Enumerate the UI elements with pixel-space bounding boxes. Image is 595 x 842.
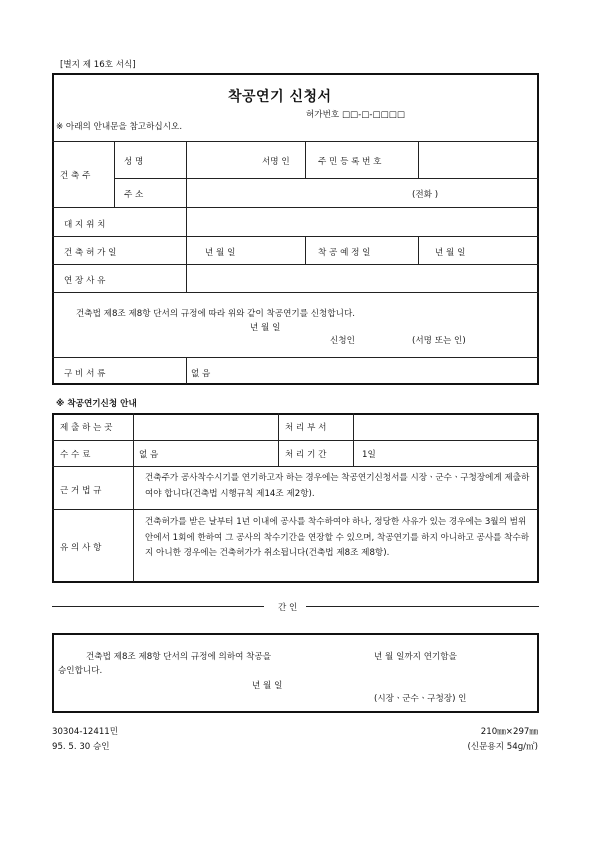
period-value: 1일 [362,450,376,460]
period-label: 처 리 기 간 [285,450,327,460]
footer-paper: (신문용지 54g/㎡) [467,742,538,752]
address-label: 주 소 [124,190,144,200]
box-top [52,73,539,75]
box-right [537,73,539,385]
legal-text: 건축주가 공사착수시기를 연기하고자 하는 경우에는 착공연기신청서를 시장ㆍ군수ㆍ구청장에게 제출하여야 합니다(건축법 시행규칙 제14조 제2항). [145,473,530,499]
sign-label: (서명 또는 인) [412,336,466,346]
cut-line-left [52,606,264,607]
fee-label: 수 수 료 [60,450,91,460]
phone-label: (전화 ) [412,190,439,200]
approval-text-2: 년 월 일까지 연기함을 [374,652,457,662]
approval-date: 년 월 일 [252,681,283,691]
notes-label: 유 의 사 항 [60,543,102,553]
cut-line-right [306,606,539,607]
approval-authority: (시장ㆍ군수ㆍ구청장) 인 [374,694,467,704]
start-planned-value: 년 월 일 [435,248,466,258]
name-label: 성 명 [124,157,144,167]
builder-label: 건 축 주 [60,171,91,181]
form-code: [별지 제 16호 서식] [60,60,136,70]
resident-number-label: 주 민 등 록 번 호 [318,157,382,167]
documents-value: 없 음 [191,369,211,379]
cut-line-label: 간 인 [278,603,298,613]
permit-date-label: 건 축 허 가 일 [64,248,117,258]
declaration-date: 년 월 일 [250,323,281,333]
footer-size: 210㎜×297㎜ [480,727,538,737]
box-bottom [52,383,539,385]
approval-text-3: 승인합니다. [58,666,103,676]
permit-number: 허가번호 □□-□-□□□□ [306,110,405,120]
applicant-label: 신청인 [330,336,355,346]
footer-approved: 95. 5. 30 승인 [52,742,110,752]
signature-label: 서명 인 [262,157,290,167]
permit-date-value: 년 월 일 [205,248,236,258]
page-title: 착공연기 신청서 [228,89,332,105]
legal-label: 근 거 법 규 [60,486,102,496]
dept-label: 처 리 부 서 [285,423,327,433]
box-left [52,73,54,385]
fee-value: 없 음 [139,450,159,460]
submit-to-label: 제 출 하 는 곳 [60,423,113,433]
guide-heading: ※ 착공연기신청 안내 [56,399,137,409]
footer-code: 30304-12411민 [52,727,119,737]
notes-text: 건축허가를 받은 날부터 1년 이내에 공사를 착수하여야 하나, 정당한 사유가 있는 경우에는 3월의 범위안에서 1회에 한하여 그 공사의 착수기간을 연장할 수 있으며, 착공연기를 하지 아니하고 공사를 착수하지 아니한 경우에는 건축허가가 취소됩니다(건축법 제8조 제8항). [145,517,530,558]
approval-text-1: 건축법 제8조 제8항 단서의 규정에 의하여 착공을 [86,652,272,662]
guide-note: ※ 아래의 안내문을 참고하십시오. [56,122,183,132]
documents-label: 구 비 서 류 [64,369,106,379]
start-planned-label: 착 공 예 정 일 [318,248,371,258]
site-location-label: 대 지 위 치 [64,220,106,230]
reason-label: 연 장 사 유 [64,276,106,286]
declaration-text: 건축법 제8조 제8항 단서의 규정에 따라 위와 같이 착공연기를 신청합니다. [76,309,355,319]
